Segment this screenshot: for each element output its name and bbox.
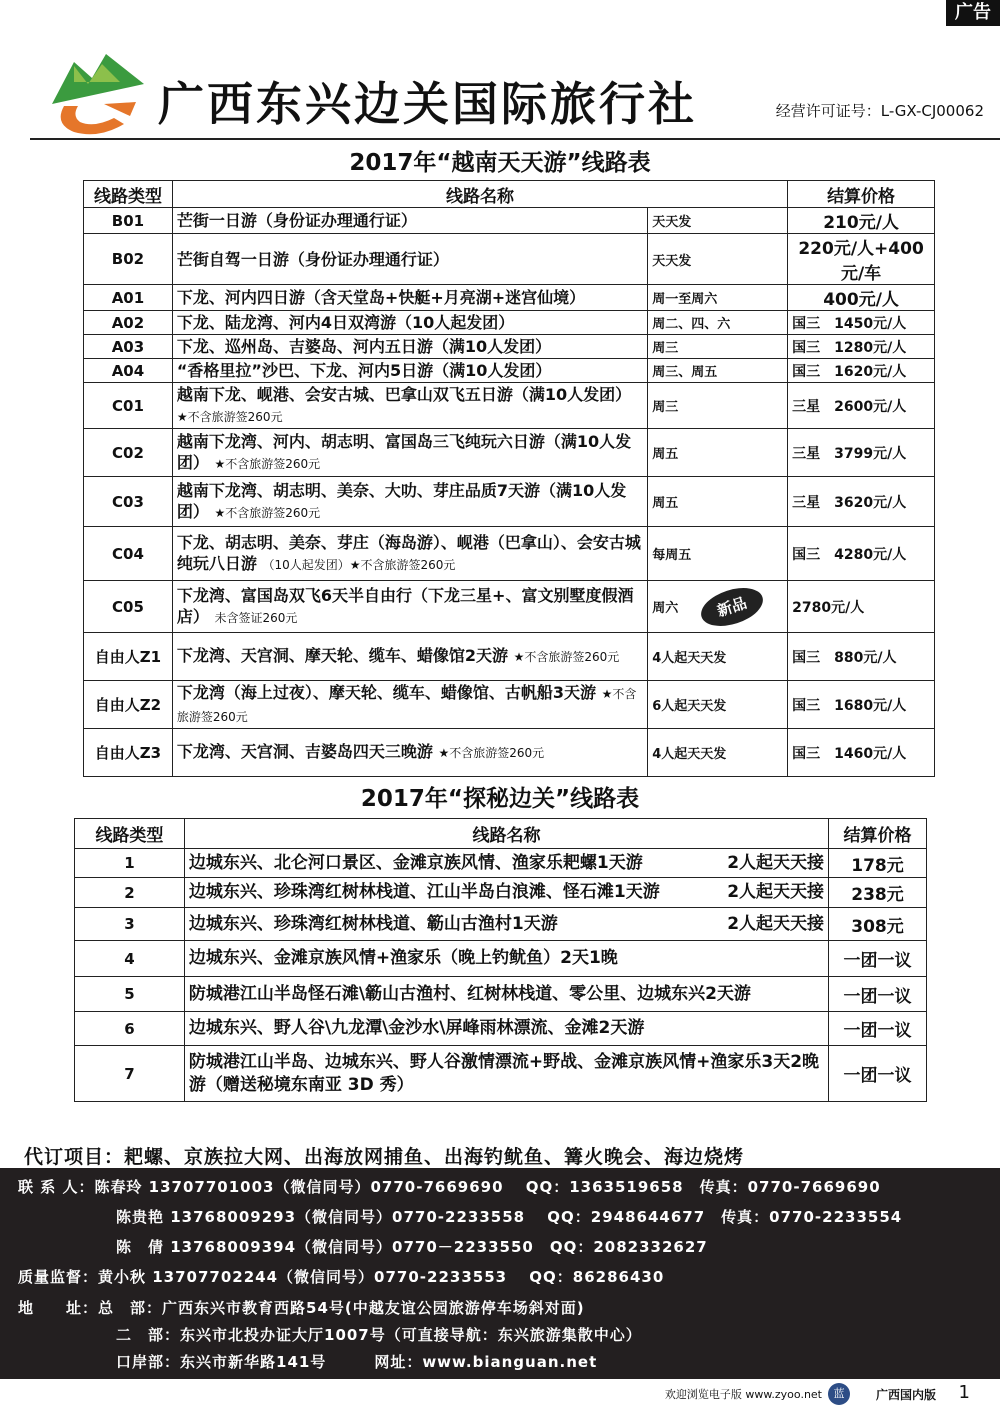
route-note: ★不含旅游签260元 xyxy=(438,746,545,760)
header xyxy=(30,38,1000,140)
route-note: ★不含旅游签260元 xyxy=(513,650,620,664)
table-row xyxy=(75,1046,927,1102)
route-price: 一团一议 xyxy=(829,1046,927,1102)
table-row xyxy=(75,977,927,1012)
route-price: 国三 1620元/人 xyxy=(788,359,935,383)
departure-cell xyxy=(648,311,788,335)
table1-title: 2017年“越南天天游”线路表 xyxy=(349,150,651,176)
departure-cell xyxy=(648,527,788,581)
license-number: 经营许可证号：L-GX-CJ00062 xyxy=(775,102,984,120)
departure-days: 周五 xyxy=(652,496,679,511)
route-note: ★不含旅游签260元 xyxy=(176,686,637,724)
route-name-cell xyxy=(172,729,647,777)
route-name-cell xyxy=(172,429,647,477)
route-name: 边城东兴、珍珠湾红树林栈道、簕山古渔村1天游 xyxy=(188,913,558,934)
address-hq: 地 址：总 部：广西东兴市教育西路54号(中越友谊公园旅游停车场斜对面) xyxy=(18,1299,585,1317)
col-header-name: 线路名称 xyxy=(184,819,828,849)
route-name: 下龙、陆龙湾、河内4日双湾游（10人起发团） xyxy=(176,313,515,332)
route-name: 边城东兴、珍珠湾红树林栈道、江山半岛白浪滩、怪石滩1天游 xyxy=(188,882,660,902)
route-code: C03 xyxy=(84,477,173,527)
contact-line: 陈贵艳 13768009293（微信同号）0770-2233558 QQ：2948644677 传真：0770-2233554 xyxy=(116,1208,903,1226)
route-name-cell xyxy=(184,849,828,878)
departure-cell xyxy=(648,429,788,477)
route-name-cell xyxy=(172,311,647,335)
route-code: C04 xyxy=(84,527,173,581)
table-row xyxy=(84,633,935,681)
route-price: 2780元/人 xyxy=(788,581,935,633)
route-price: 国三 1280元/人 xyxy=(788,335,935,359)
route-price: 一团一议 xyxy=(829,977,927,1012)
route-name: 下龙、巡州岛、吉婆岛、河内五日游（满10人发团） xyxy=(176,337,552,356)
route-name-cell xyxy=(172,359,647,383)
route-code: 3 xyxy=(75,908,185,941)
table-row xyxy=(84,234,935,285)
table-row xyxy=(75,941,927,977)
route-name-cell xyxy=(172,633,647,681)
route-code: B01 xyxy=(84,208,173,234)
route-name-cell xyxy=(172,477,647,527)
route-code: 4 xyxy=(75,941,185,977)
edition-label: 广西国内版 xyxy=(875,1388,936,1402)
route-price: 238元 xyxy=(829,878,927,908)
route-name-cell xyxy=(172,335,647,359)
route-code: 7 xyxy=(75,1046,185,1102)
route-price: 一团一议 xyxy=(829,941,927,977)
route-name-cell xyxy=(184,878,828,908)
departure-days: 4人起天天发 xyxy=(652,747,727,762)
departure-cell xyxy=(648,208,788,234)
departure-days: 周二、四、六 xyxy=(652,317,731,332)
route-code: A02 xyxy=(84,311,173,335)
route-code: 1 xyxy=(75,849,185,878)
route-price: 国三 880元/人 xyxy=(788,633,935,681)
table-row xyxy=(75,1012,927,1046)
route-name: 防城港江山半岛怪石滩\簕山古渔村、红树林栈道、零公里、边城东兴2天游 xyxy=(188,983,751,1004)
route-name-cell xyxy=(172,681,647,729)
route-code: C05 xyxy=(84,581,173,633)
table-row xyxy=(84,527,935,581)
departure-cell xyxy=(648,359,788,383)
departure-cell xyxy=(648,729,788,777)
col-header-type: 线路类型 xyxy=(75,819,185,849)
table-row xyxy=(84,383,935,429)
route-name: 下龙、河内四日游（含天堂岛+快艇+月亮湖+迷宫仙境） xyxy=(176,288,586,307)
table-row xyxy=(84,681,935,729)
company-logo xyxy=(44,44,154,139)
route-note: 未含签证260元 xyxy=(214,610,298,625)
table-row xyxy=(84,285,935,311)
route-code: 2 xyxy=(75,878,185,908)
route-note: （10人起发团）★不含旅游签260元 xyxy=(262,557,456,572)
route-name: 下龙、胡志明、美奈、芽庄（海岛游）、岘港（巴拿山）、会安古城纯玩八日游 xyxy=(176,532,641,573)
table-row xyxy=(84,477,935,527)
table-row xyxy=(75,908,927,941)
col-header-type: 线路类型 xyxy=(84,181,173,208)
route-price: 国三 1460元/人 xyxy=(788,729,935,777)
route-price: 国三 1680元/人 xyxy=(788,681,935,729)
table2-title: 2017年“探秘边关”线路表 xyxy=(360,786,640,812)
route-price: 一团一议 xyxy=(829,1012,927,1046)
route-price: 400元/人 xyxy=(788,285,935,311)
route-price: 三星 3799元/人 xyxy=(788,429,935,477)
route-price: 210元/人 xyxy=(788,208,935,234)
route-name: 芒街自驾一日游（身份证办理通行证） xyxy=(176,249,449,269)
departure-cell xyxy=(648,234,788,285)
departure-cell xyxy=(648,477,788,527)
route-code: A03 xyxy=(84,335,173,359)
route-name: 边城东兴、北仑河口景区、金滩京族风情、渔家乐耙螺1天游 xyxy=(188,852,643,873)
welcome-text: 欢迎浏览电子版 www.zyoo.net xyxy=(664,1388,822,1401)
route-code: A04 xyxy=(84,359,173,383)
departure-cell xyxy=(648,335,788,359)
table-row xyxy=(84,335,935,359)
contact-footer xyxy=(0,1168,1000,1379)
company-name: 广西东兴边关国际旅行社 xyxy=(158,77,697,131)
departure-days: 周三 xyxy=(652,400,679,415)
route-price: 308元 xyxy=(829,908,927,941)
route-name: 边城东兴、金滩京族风情+渔家乐（晚上钓鱿鱼）2天1晚 xyxy=(188,948,618,968)
route-code: A01 xyxy=(84,285,173,311)
route-name-cell xyxy=(184,908,828,941)
route-price: 国三 4280元/人 xyxy=(788,527,935,581)
route-name-cell xyxy=(184,1012,828,1046)
route-note: ★不含旅游签260元 xyxy=(214,505,321,520)
departure-days: 周六 xyxy=(652,600,679,616)
departure-days: 周三 xyxy=(652,341,679,356)
address-port: 口岸部：东兴市新华路141号 网址：www.bianguan.net xyxy=(116,1353,598,1371)
table-row xyxy=(84,729,935,777)
route-name: 下龙湾（海上过夜）、摩天轮、缆车、蜡像馆、古帆船3天游 xyxy=(176,682,597,702)
table-row xyxy=(84,581,935,633)
table-row xyxy=(84,359,935,383)
table-row xyxy=(75,849,927,878)
departure-cell xyxy=(648,681,788,729)
route-name-cell xyxy=(184,977,828,1012)
departure-days: 周三、周五 xyxy=(652,365,718,380)
route-code: 自由人Z1 xyxy=(84,633,173,681)
route-code: 自由人Z2 xyxy=(84,681,173,729)
departure-cell xyxy=(648,383,788,429)
route-name: 越南下龙湾、胡志明、美奈、大叻、芽庄品质7天游（满10人发团） xyxy=(176,480,627,521)
route-price: 三星 3620元/人 xyxy=(788,477,935,527)
departure-days: 4人起天天发 xyxy=(652,651,727,666)
route-note: ★不含旅游签260元 xyxy=(214,456,321,471)
route-code: 6 xyxy=(75,1012,185,1046)
departure-cell xyxy=(648,285,788,311)
route-name-cell xyxy=(172,208,647,234)
departure-days: 2人起天天接 xyxy=(727,852,825,873)
route-name: 下龙湾、天宫洞、吉婆岛四天三晚游 xyxy=(176,742,433,761)
route-code: C02 xyxy=(84,429,173,477)
address-branch: 二 部：东兴市北投办证大厅1007号（可直接导航：东兴旅游集散中心） xyxy=(116,1326,642,1344)
col-header-price: 结算价格 xyxy=(788,181,935,208)
route-price: 国三 1450元/人 xyxy=(788,311,935,335)
table-row xyxy=(84,208,935,234)
contact-line: 陈 倩 13768009394（微信同号）0770－2233550 QQ：2082332627 xyxy=(116,1238,708,1256)
route-name-cell xyxy=(172,383,647,429)
contact-line: 联 系 人：陈春玲 13707701003（微信同号）0770-7669690 QQ：1363519658 传真：0770-7669690 xyxy=(18,1178,881,1196)
route-price: 三星 2600元/人 xyxy=(788,383,935,429)
departure-days: 2人起天天接 xyxy=(727,882,825,902)
table-row xyxy=(84,311,935,335)
quality-supervision: 质量监督：黄小秋 13707702244（微信同号）0770-2233553 QQ：86286430 xyxy=(18,1268,665,1286)
route-price: 178元 xyxy=(829,849,927,878)
departure-days: 2人起天天接 xyxy=(727,913,825,934)
route-name-cell xyxy=(172,527,647,581)
route-code: 自由人Z3 xyxy=(84,729,173,777)
route-name: 下龙湾、天宫洞、摩天轮、缆车、蜡像馆2天游 xyxy=(176,646,509,665)
route-name: 芒街一日游（身份证办理通行证） xyxy=(176,211,417,230)
route-name: “香格里拉”沙巴、下龙、河内5日游（满10人发团） xyxy=(176,361,552,380)
departure-days: 天天发 xyxy=(652,215,692,230)
edition-dot: 蓝 xyxy=(828,1383,850,1405)
vietnam-routes-table xyxy=(83,180,935,777)
route-price: 220元/人+400元/车 xyxy=(788,234,935,285)
col-header-price: 结算价格 xyxy=(829,819,927,849)
route-name: 防城港江山半岛、边城东兴、野人谷激情漂流+野战、金滩京族风情+渔家乐3天2晚游（赠送秘境东南亚 3D 秀） xyxy=(188,1051,820,1095)
departure-days: 周五 xyxy=(652,447,679,462)
table-row xyxy=(75,878,927,908)
page-number: 1 xyxy=(958,1382,970,1403)
extra-services: 代订项目：耙螺、京族拉大网、出海放网捕鱼、出海钓鱿鱼、篝火晚会、海边烧烤 xyxy=(24,1146,745,1168)
route-name-cell xyxy=(184,941,828,977)
route-name: 越南下龙、岘港、会安古城、巴拿山双飞五日游（满10人发团） xyxy=(176,384,632,404)
route-name: 下龙湾、富国岛双飞6天半自由行（下龙三星+、富文别墅度假酒店） xyxy=(176,585,634,626)
route-note: ★不含旅游签260元 xyxy=(176,409,283,424)
route-code: B02 xyxy=(84,234,173,285)
route-name: 边城东兴、野人谷\九龙潭\金沙水\屏峰雨林漂流、金滩2天游 xyxy=(188,1018,645,1038)
route-name-cell xyxy=(172,581,647,633)
route-name-cell xyxy=(172,234,647,285)
route-code: 5 xyxy=(75,977,185,1012)
ad-tag: 广告 xyxy=(946,0,1000,26)
col-header-name: 线路名称 xyxy=(172,181,787,208)
departure-days: 周一至周六 xyxy=(652,292,718,307)
route-name-cell xyxy=(172,285,647,311)
border-routes-table xyxy=(74,818,927,1102)
departure-days: 6人起天天发 xyxy=(652,699,727,714)
route-name: 越南下龙湾、河内、胡志明、富国岛三飞纯玩六日游（满10人发团） xyxy=(176,431,632,472)
new-badge: 新品 xyxy=(697,580,768,632)
table-row xyxy=(84,429,935,477)
route-code: C01 xyxy=(84,383,173,429)
departure-cell xyxy=(648,581,788,633)
route-name-cell xyxy=(184,1046,828,1102)
departure-cell xyxy=(648,633,788,681)
departure-days: 天天发 xyxy=(652,253,692,269)
departure-days: 每周五 xyxy=(652,548,692,563)
page-bottom xyxy=(0,1380,1000,1408)
